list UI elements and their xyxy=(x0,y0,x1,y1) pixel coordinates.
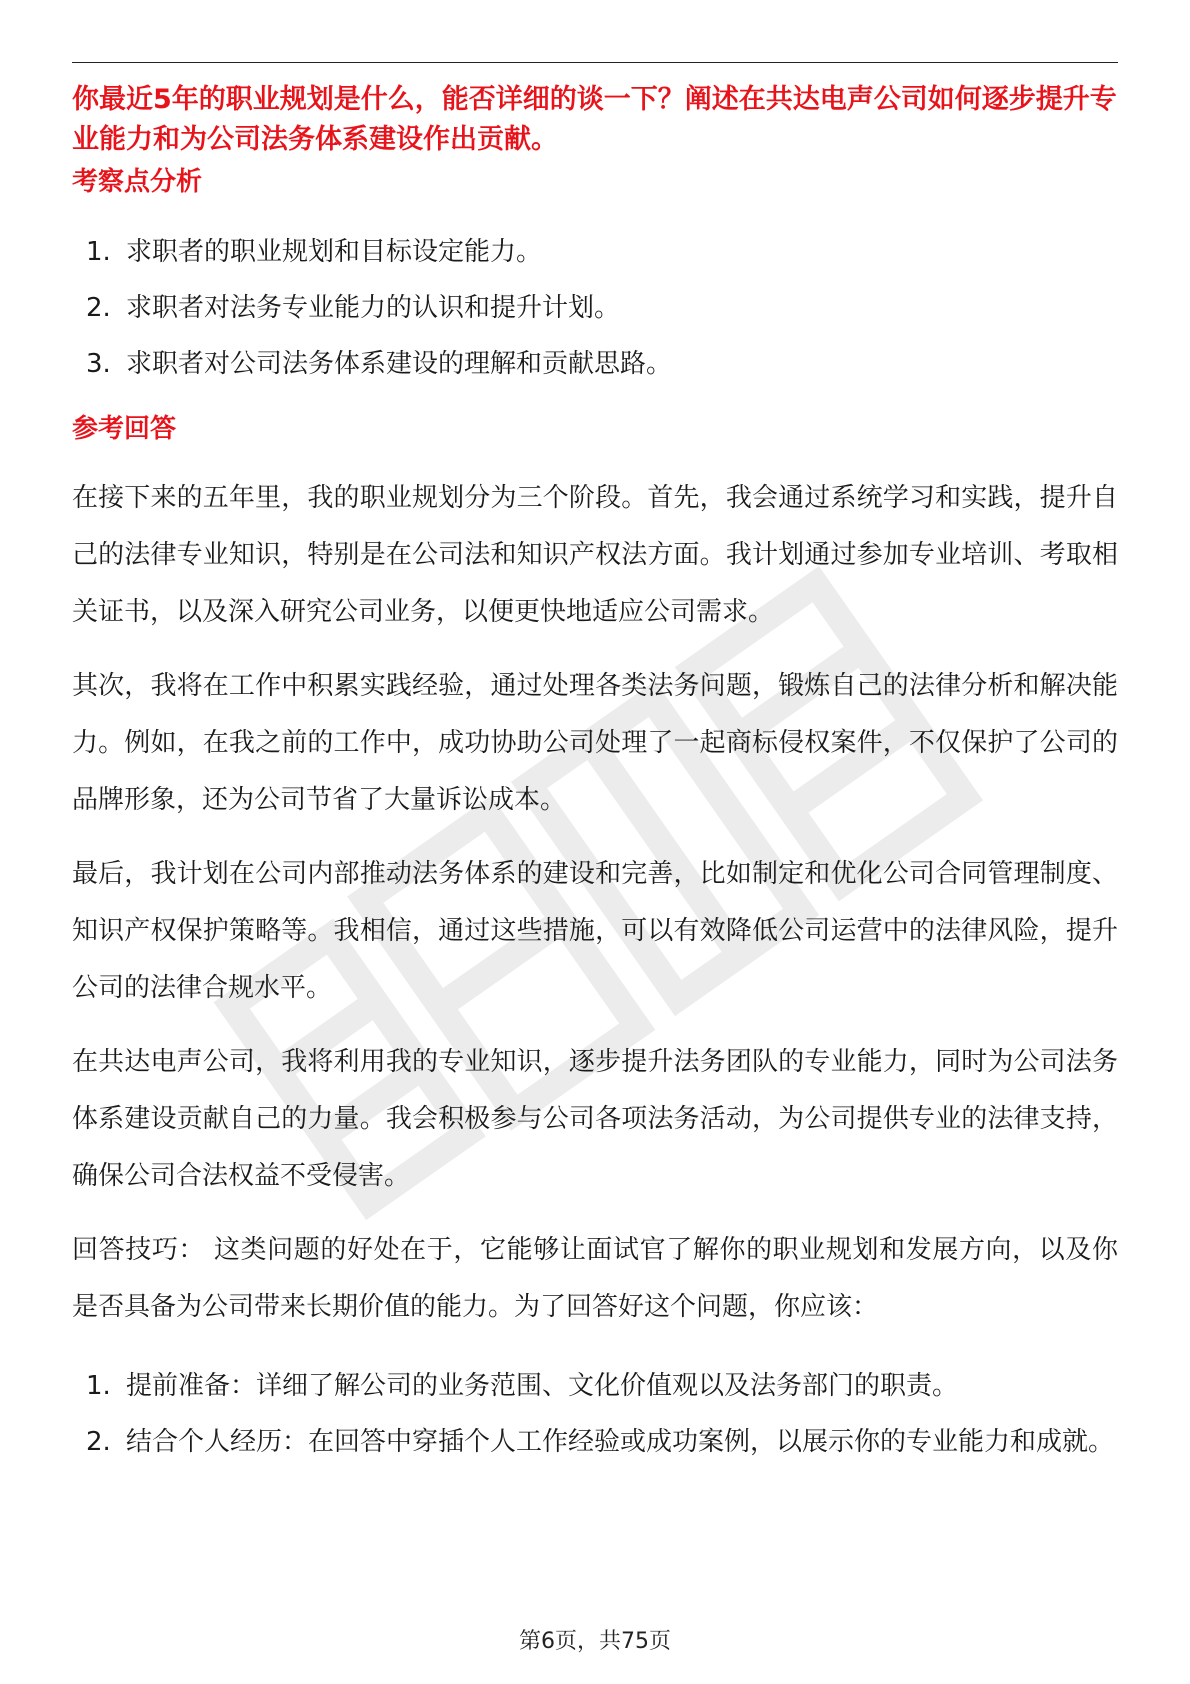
page-footer: 第6页，共75页 xyxy=(519,1629,671,1654)
list-item-text: 结合个人经历：在回答中穿插个人工作经验或成功案例，以展示你的专业能力和成就。 xyxy=(126,1427,1115,1457)
answer-paragraph-2: 其次，我将在工作中积累实践经验，通过处理各类法务问题，锻炼自己的法律分析和解决能力。例如，在我之前的工作中，成功协助公司处理了一起商标侵权案件，不仅保护了公司的品牌形象，还为公司节省了大量诉讼成本。 xyxy=(72,671,1118,815)
list-item: 1. 求职者的职业规划和目标设定能力。 xyxy=(86,237,543,267)
tips-list xyxy=(72,1358,1118,1470)
list-item: 1. 提前准备：详细了解公司的业务范围、文化价值观以及法务部门的职责。 xyxy=(86,1371,959,1401)
answer-title: 参考回答 xyxy=(72,414,177,444)
list-item: 2. 求职者对法务专业能力的认识和提升计划。 xyxy=(86,293,621,323)
question-heading: 你最近5年的职业规划是什么，能否详细的谈一下？阐述在共达电声公司如何逐步提升专业能力和为公司法务体系建设作出贡献。 xyxy=(72,84,1117,155)
analysis-title: 考察点分析 xyxy=(72,167,203,197)
answer-paragraph-4: 在共达电声公司，我将利用我的专业知识，逐步提升法务团队的专业能力，同时为公司法务体系建设贡献自己的力量。我会积极参与公司各项法务活动，为公司提供专业的法律支持，确保公司合法权益不受侵害。 xyxy=(72,1047,1118,1191)
answer-paragraph-3: 最后，我计划在公司内部推动法务体系的建设和完善，比如制定和优化公司合同管理制度、知识产权保护策略等。我相信，通过这些措施，可以有效降低公司运营中的法律风险，提升公司的法律合规水平。 xyxy=(72,859,1118,1003)
analysis-list xyxy=(72,224,1118,392)
list-item-text: 求职者对法务专业能力的认识和提升计划。 xyxy=(126,293,621,323)
list-item-text: 求职者对公司法务体系建设的理解和贡献思路。 xyxy=(126,349,673,379)
answer-tips-intro: 回答技巧： 这类问题的好处在于，它能够让面试官了解你的职业规划和发展方向，以及你是否具备为公司带来长期价值的能力。为了回答好这个问题，你应该： xyxy=(72,1235,1118,1322)
answer-paragraph-1: 在接下来的五年里，我的职业规划分为三个阶段。首先，我会通过系统学习和实践，提升自己的法律专业知识，特别是在公司法和知识产权法方面。我计划通过参加专业培训、考取相关证书，以及深入研究公司业务，以便更快地适应公司需求。 xyxy=(72,483,1118,627)
list-item-text: 求职者的职业规划和目标设定能力。 xyxy=(126,237,543,267)
list-item: 2. 结合个人经历：在回答中穿插个人工作经验或成功案例，以展示你的专业能力和成就。 xyxy=(86,1427,1115,1457)
list-item-text: 提前准备：详细了解公司的业务范围、文化价值观以及法务部门的职责。 xyxy=(126,1371,959,1401)
list-item: 3. 求职者对公司法务体系建设的理解和贡献思路。 xyxy=(86,349,673,379)
top-rule xyxy=(72,62,1118,63)
